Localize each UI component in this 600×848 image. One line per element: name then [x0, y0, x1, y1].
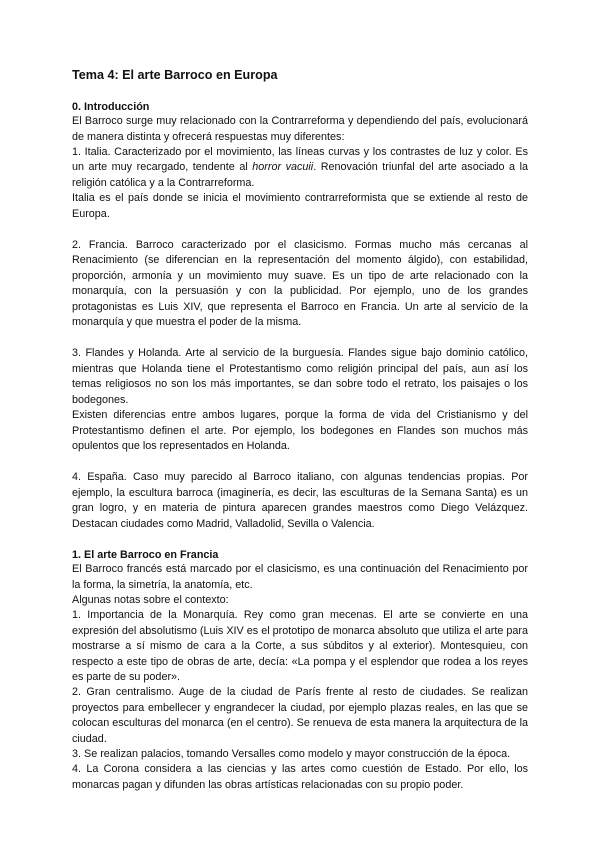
flandes-paragraph-2: Existen diferencias entre ambos lugares, porque la forma de vida del Cristianismo y del Protestantismo definen el arte. Por ejemplo, los bodegones en Flandes son muchos más opulentos que los representados en Holanda. [72, 409, 528, 452]
italia-emphasis: horror vacuii [252, 161, 314, 174]
list-item: 3. Se realizan palacios, tomando Versalles como modelo y mayor construcción de la época. [72, 748, 511, 761]
francia-intro-paragraph: El Barroco francés está marcado por el clasicismo, es una continuación del Renacimiento por la forma, la simetría, la anatomía, etc. [72, 563, 528, 591]
italia-paragraph-2: Italia es el país donde se inicia el movimiento contrarreformista que se extiende al resto de Europa. [72, 192, 528, 220]
section-heading-francia: 1. El arte Barroco en Francia [72, 548, 219, 561]
espana-paragraph: 4. España. Caso muy parecido al Barroco italiano, con algunas tendencias propias. Por ejemplo, la escultura barroca (imaginería, es decir, las esculturas de la Semana Santa) es un gran logro, y en materia de pintura aparecen grandes maestros como Diego Velázquez. Destacan ciudades como Madrid, Valladolid, Sevilla o Valencia. [72, 471, 528, 530]
italia-text-a: 1. Italia. Caracterizado por el movimiento, las líneas curvas y los contrastes de luz y color. Es un arte muy recargado, tendente al [72, 146, 528, 174]
list-item: 2. Gran centralismo. Auge de la ciudad de París frente al resto de ciudades. Se realizan proyectos para embellecer y engrandecer la ciudad, por ejemplo plazas reales, en las que se colocan esculturas del monarca (en el centro). Se renueva de esta manera la arquitectura de la ciudad. [72, 686, 528, 745]
list-item: 1. Importancia de la Monarquía. Rey como gran mecenas. El arte se convierte en una expresión del absolutismo (Luis XIV es el prototipo de monarca absoluto que utiliza el arte para mostrarse a sí mismo de cara a la Corte, a sus súbditos y al exterior). Montesquieu, con respecto a este tipo de obras de arte, decía: «La pompa y el esplendor que rodea a los reyes es parte de su poder». [72, 609, 528, 683]
section-heading-introduccion: 0. Introducción [72, 101, 150, 113]
page-title: Tema 4: El arte Barroco en Europa [72, 68, 278, 82]
italia-paragraph [72, 145, 528, 191]
italia-text-b: . Renovación triunfal del arte asociado a la religión católica y a la Contrarreforma. [72, 161, 528, 189]
flandes-paragraph: 3. Flandes y Holanda. Arte al servicio de la burguesía. Flandes sigue bajo dominio católico, mientras que Holanda tiene el Protestantismo como religión principal del país, aun así los temas religiosos no son los más importantes, se dan sobre todo el retrato, los paisajes o los bodegones. [72, 347, 528, 406]
intro-paragraph: El Barroco surge muy relacionado con la Contrarreforma y dependiendo del país, evolucionará de manera distinta y ofrecerá respuestas muy diferentes: [72, 115, 528, 143]
context-notes-label: Algunas notas sobre el contexto: [72, 593, 229, 606]
list-item: 4. La Corona considera a las ciencias y las artes como cuestión de Estado. Por ello, los monarcas pagan y difunden las obras artísticas relacionadas con su propio poder. [72, 763, 528, 791]
francia-paragraph: 2. Francia. Barroco caracterizado por el clasicismo. Formas mucho más cercanas al Renacimiento (se diferencian en la representación del momento álgido), con estabilidad, proporción, armonía y un movimiento muy suave. Es un tipo de arte relacionado con la monarquía, con la persuasión y con la publicidad. Por ejemplo, uno de los grandes protagonistas es Luis XIV, que representa el Barroco en Francia. Un arte al servicio de la monarquía y que muestra el poder de la misma. [72, 239, 528, 329]
